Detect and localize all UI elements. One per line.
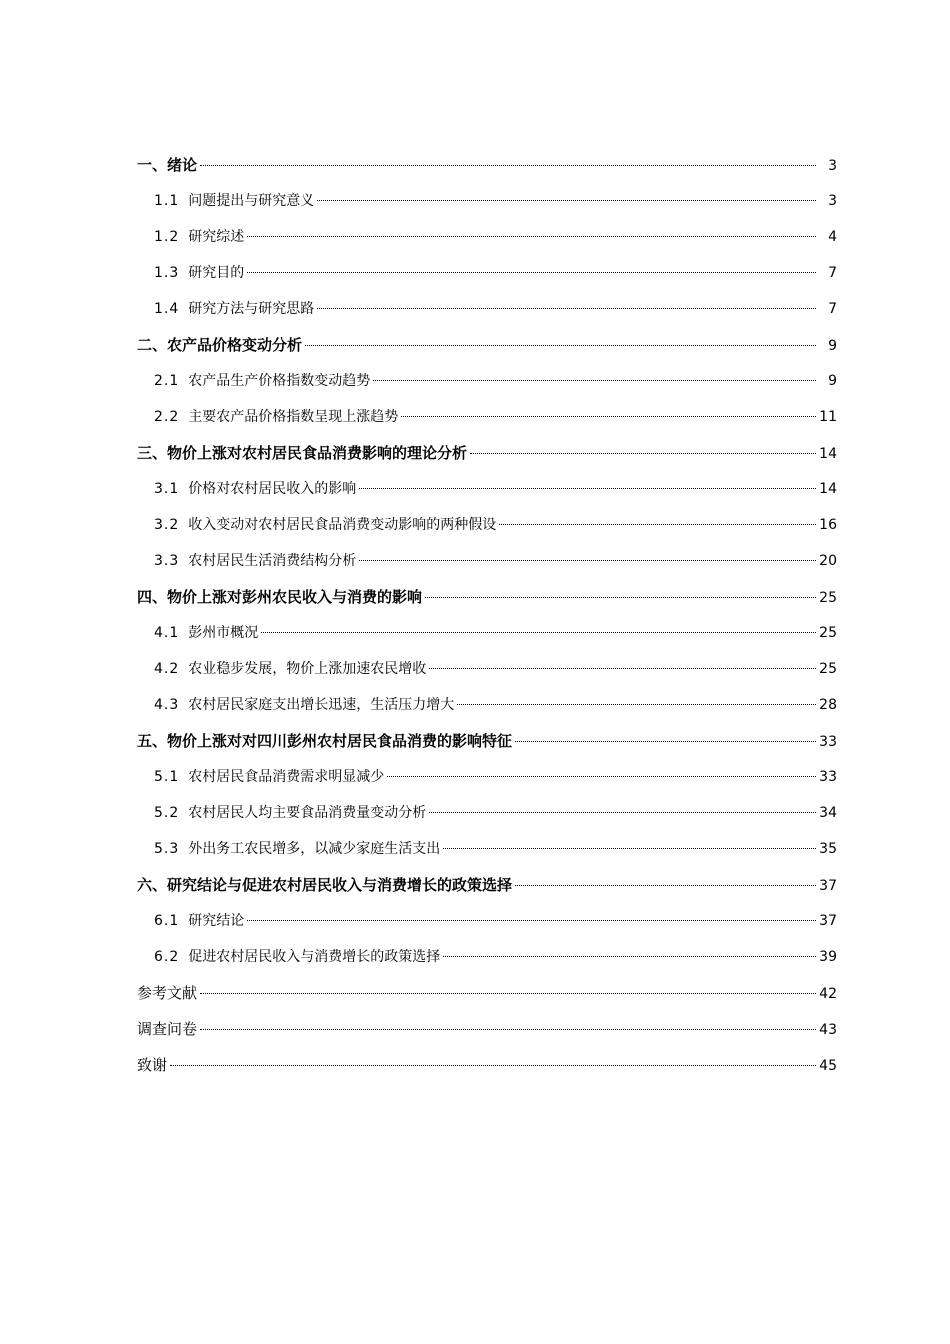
- toc-dot-leader: [170, 1065, 816, 1066]
- toc-entry-title: 调查问卷: [137, 1020, 198, 1038]
- toc-page-number: 28: [819, 697, 837, 713]
- toc-section-number: 3.3: [154, 553, 180, 569]
- toc-section-number: 1.1: [154, 193, 180, 209]
- toc-entry-title: 研究综述: [188, 229, 245, 245]
- toc-entry-chapter-1[interactable]: [137, 147, 837, 183]
- toc-page-number: 3: [828, 158, 837, 174]
- toc-dot-leader: [429, 812, 816, 813]
- toc-section-number: 6.2: [154, 949, 180, 965]
- toc-dot-leader: [200, 165, 816, 166]
- toc-section-number: 4.2: [154, 661, 180, 677]
- toc-section-number: 1.4: [154, 301, 180, 317]
- toc-section-number: 4.3: [154, 697, 180, 713]
- toc-entry-title: 问题提出与研究意义: [188, 193, 315, 209]
- toc-section-number: 1.2: [154, 229, 180, 245]
- toc-page-number: 33: [819, 734, 837, 750]
- toc-page-number: 9: [828, 338, 837, 354]
- toc-page-number: 42: [819, 986, 837, 1002]
- toc-page-number: 39: [819, 949, 837, 965]
- toc-page-number: 14: [819, 446, 837, 462]
- toc-dot-leader: [359, 488, 816, 489]
- toc-dot-leader: [443, 956, 816, 957]
- toc-page-number: 9: [828, 373, 837, 389]
- toc-page-number: 35: [819, 841, 837, 857]
- toc-dot-leader: [401, 416, 816, 417]
- toc-entry-title: 农村居民食品消费需求明显减少: [188, 769, 385, 785]
- toc-entry-chapter-6[interactable]: [137, 867, 837, 903]
- toc-entry-4-3[interactable]: [137, 687, 837, 723]
- toc-dot-leader: [470, 453, 816, 454]
- toc-entry-title: 四、物价上涨对彭州农民收入与消费的影响: [137, 588, 423, 606]
- toc-section-number: 3.1: [154, 481, 180, 497]
- toc-entry-title: 农村居民人均主要食品消费量变动分析: [188, 805, 427, 821]
- toc-entry-title: 外出务工农民增多，以减少家庭生活支出: [188, 841, 441, 857]
- toc-dot-leader: [359, 560, 816, 561]
- toc-dot-leader: [200, 993, 816, 994]
- toc-section-number: 6.1: [154, 913, 180, 929]
- toc-page-number: 37: [819, 913, 837, 929]
- toc-section-number: 5.2: [154, 805, 180, 821]
- toc-dot-leader: [429, 668, 816, 669]
- toc-page-number: 45: [819, 1058, 837, 1074]
- toc-page-number: 25: [819, 661, 837, 677]
- toc-page-number: 33: [819, 769, 837, 785]
- toc-entry-title: 收入变动对农村居民食品消费变动影响的两种假设: [188, 517, 497, 533]
- toc-page-number: 37: [819, 878, 837, 894]
- toc-page-number: 11: [819, 409, 837, 425]
- toc-dot-leader: [499, 524, 816, 525]
- toc-dot-leader: [247, 272, 816, 273]
- toc-dot-leader: [425, 597, 816, 598]
- toc-entry-6-1[interactable]: [137, 903, 837, 939]
- toc-entry-title: 价格对农村居民收入的影响: [188, 481, 357, 497]
- toc-dot-leader: [317, 308, 816, 309]
- toc-entry-acknowledgements[interactable]: [137, 1047, 837, 1083]
- toc-section-number: 3.2: [154, 517, 180, 533]
- toc-entry-1-1[interactable]: [137, 183, 837, 219]
- toc-entry-title: 农产品生产价格指数变动趋势: [188, 373, 371, 389]
- toc-entry-4-2[interactable]: [137, 651, 837, 687]
- toc-section-number: 5.3: [154, 841, 180, 857]
- toc-dot-leader: [457, 704, 816, 705]
- toc-page-number: 25: [819, 590, 837, 606]
- toc-section-number: 2.1: [154, 373, 180, 389]
- toc-entry-title: 研究方法与研究思路: [188, 301, 315, 317]
- toc-entry-1-3[interactable]: [137, 255, 837, 291]
- toc-entry-title: 一、绪论: [137, 156, 198, 174]
- toc-dot-leader: [387, 776, 816, 777]
- toc-entry-references[interactable]: [137, 975, 837, 1011]
- toc-entry-5-2[interactable]: [137, 795, 837, 831]
- toc-page-number: 25: [819, 625, 837, 641]
- toc-entry-title: 致谢: [137, 1056, 168, 1074]
- toc-entry-title: 三、物价上涨对农村居民食品消费影响的理论分析: [137, 444, 468, 462]
- toc-entry-3-3[interactable]: [137, 543, 837, 579]
- toc-entry-title: 彭州市概况: [188, 625, 259, 641]
- table-of-contents: [137, 147, 837, 1083]
- toc-dot-leader: [247, 920, 816, 921]
- toc-dot-leader: [305, 345, 816, 346]
- toc-page-number: 7: [828, 265, 837, 281]
- toc-section-number: 2.2: [154, 409, 180, 425]
- toc-page-number: 20: [819, 553, 837, 569]
- toc-page-number: 7: [828, 301, 837, 317]
- toc-page-number: 34: [819, 805, 837, 821]
- toc-entry-questionnaire[interactable]: [137, 1011, 837, 1047]
- toc-entry-3-2[interactable]: [137, 507, 837, 543]
- toc-entry-title: 主要农产品价格指数呈现上涨趋势: [188, 409, 399, 425]
- toc-dot-leader: [200, 1029, 816, 1030]
- toc-dot-leader: [515, 885, 816, 886]
- toc-entry-4-1[interactable]: [137, 615, 837, 651]
- toc-entry-1-4[interactable]: [137, 291, 837, 327]
- toc-entry-chapter-2[interactable]: [137, 327, 837, 363]
- toc-dot-leader: [515, 741, 816, 742]
- toc-entry-5-3[interactable]: [137, 831, 837, 867]
- toc-dot-leader: [373, 380, 816, 381]
- toc-dot-leader: [443, 848, 816, 849]
- toc-entry-chapter-4[interactable]: [137, 579, 837, 615]
- toc-entry-title: 五、物价上涨对对四川彭州农村居民食品消费的影响特征: [137, 732, 513, 750]
- toc-entry-chapter-5[interactable]: [137, 723, 837, 759]
- toc-page-number: 16: [819, 517, 837, 533]
- toc-entry-5-1[interactable]: [137, 759, 837, 795]
- toc-entry-3-1[interactable]: [137, 471, 837, 507]
- toc-page-number: 3: [828, 193, 837, 209]
- toc-entry-title: 二、农产品价格变动分析: [137, 336, 303, 354]
- toc-entry-6-2[interactable]: [137, 939, 837, 975]
- toc-page-number: 43: [819, 1022, 837, 1038]
- toc-dot-leader: [247, 236, 816, 237]
- toc-section-number: 1.3: [154, 265, 180, 281]
- toc-entry-chapter-3[interactable]: [137, 435, 837, 471]
- toc-entry-1-2[interactable]: [137, 219, 837, 255]
- toc-page-number: 4: [828, 229, 837, 245]
- toc-entry-title: 六、研究结论与促进农村居民收入与消费增长的政策选择: [137, 876, 513, 894]
- toc-entry-2-2[interactable]: [137, 399, 837, 435]
- toc-page-number: 14: [819, 481, 837, 497]
- toc-section-number: 5.1: [154, 769, 180, 785]
- toc-entry-title: 参考文献: [137, 984, 198, 1002]
- toc-entry-title: 农村居民生活消费结构分析: [188, 553, 357, 569]
- toc-dot-leader: [317, 200, 816, 201]
- toc-entry-title: 研究目的: [188, 265, 245, 281]
- toc-entry-title: 促进农村居民收入与消费增长的政策选择: [188, 949, 441, 965]
- toc-entry-title: 农业稳步发展，物价上涨加速农民增收: [188, 661, 427, 677]
- toc-entry-title: 研究结论: [188, 913, 245, 929]
- toc-section-number: 4.1: [154, 625, 180, 641]
- toc-entry-title: 农村居民家庭支出增长迅速，生活压力增大: [188, 697, 455, 713]
- toc-dot-leader: [261, 632, 816, 633]
- toc-entry-2-1[interactable]: [137, 363, 837, 399]
